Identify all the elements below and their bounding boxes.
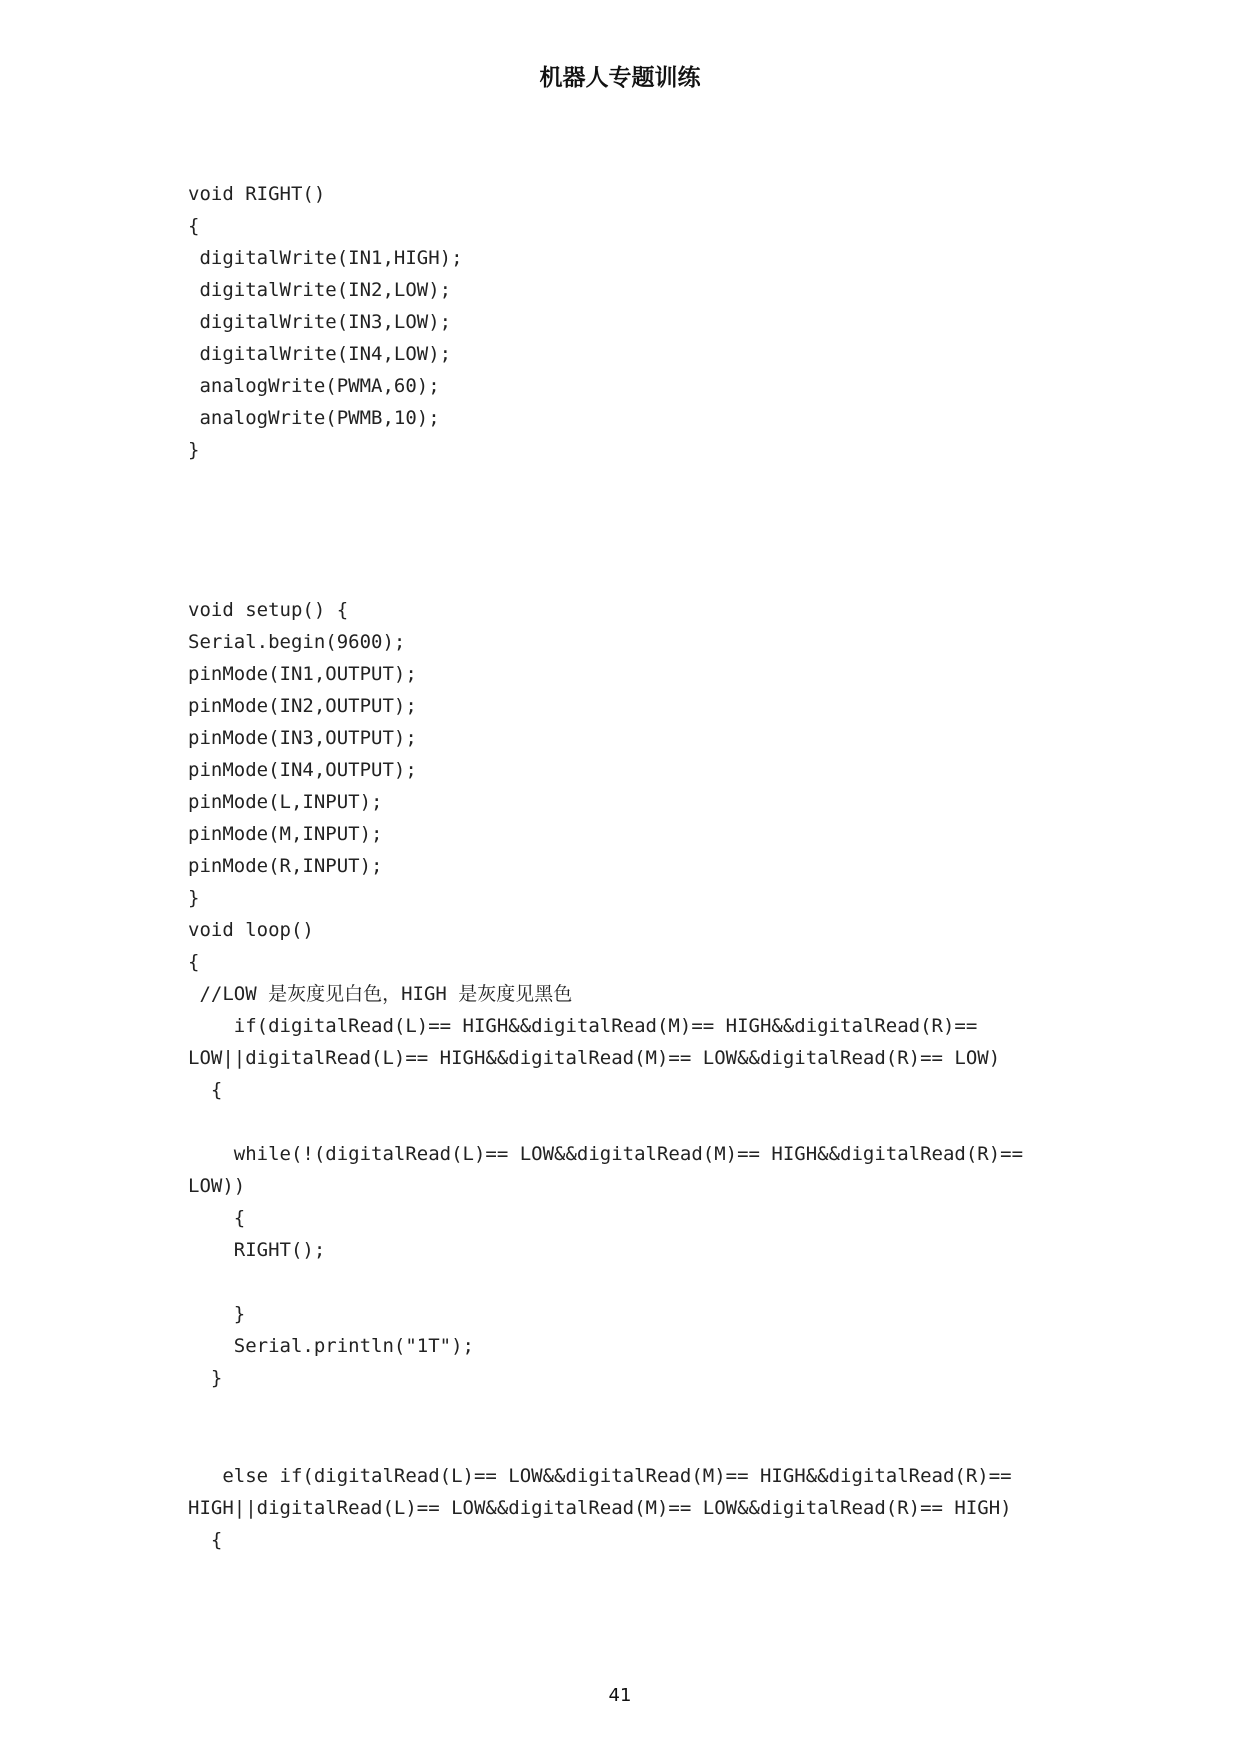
code-line: digitalWrite(IN1,HIGH);	[188, 247, 463, 269]
code-line: digitalWrite(IN3,LOW);	[188, 311, 452, 333]
code-line: pinMode(IN2,OUTPUT);	[188, 695, 417, 717]
code-line: pinMode(IN4,OUTPUT);	[188, 759, 417, 781]
code-line: Serial.begin(9600);	[188, 631, 406, 653]
code-line: {	[188, 1207, 246, 1229]
code-line: while(!(digitalRead(L)== LOW&&digitalRead(M)== HIGH&&digitalRead(R)==	[188, 1143, 1024, 1165]
code-line: pinMode(M,INPUT);	[188, 823, 383, 845]
page-number: 41	[608, 1685, 632, 1706]
code-line: if(digitalRead(L)== HIGH&&digitalRead(M)== HIGH&&digitalRead(R)==	[188, 1015, 978, 1037]
code-line: {	[188, 1529, 223, 1551]
page-header-title: 机器人专题训练	[539, 65, 701, 91]
code-line: analogWrite(PWMA,60);	[188, 375, 440, 397]
code-line: pinMode(IN3,OUTPUT);	[188, 727, 417, 749]
code-line: {	[188, 215, 200, 237]
code-line: }	[188, 887, 200, 909]
code-line: RIGHT();	[188, 1239, 326, 1261]
code-line: analogWrite(PWMB,10);	[188, 407, 440, 429]
code-line: }	[188, 1303, 246, 1325]
code-line: pinMode(L,INPUT);	[188, 791, 383, 813]
code-line: HIGH||digitalRead(L)== LOW&&digitalRead(M)== LOW&&digitalRead(R)== HIGH)	[188, 1497, 1012, 1519]
code-line: void setup() {	[188, 599, 349, 621]
code-line: void RIGHT()	[188, 183, 326, 205]
code-line: digitalWrite(IN4,LOW);	[188, 343, 452, 365]
code-line: {	[188, 951, 200, 973]
code-line: LOW||digitalRead(L)== HIGH&&digitalRead(M)== LOW&&digitalRead(R)== LOW)	[188, 1047, 1001, 1069]
code-line: }	[188, 1367, 223, 1389]
code-line: void loop()	[188, 919, 314, 941]
code-line: LOW))	[188, 1175, 246, 1197]
code-line: pinMode(IN1,OUTPUT);	[188, 663, 417, 685]
code-line: {	[188, 1079, 223, 1101]
code-line: }	[188, 439, 200, 461]
code-line: Serial.println("1T");	[188, 1335, 474, 1357]
code-line: else if(digitalRead(L)== LOW&&digitalRead(M)== HIGH&&digitalRead(R)==	[188, 1465, 1012, 1487]
code-line: digitalWrite(IN2,LOW);	[188, 279, 452, 301]
code-line: pinMode(R,INPUT);	[188, 855, 383, 877]
code-comment-line: //LOW 是灰度见白色，HIGH 是灰度见黑色	[188, 983, 573, 1005]
